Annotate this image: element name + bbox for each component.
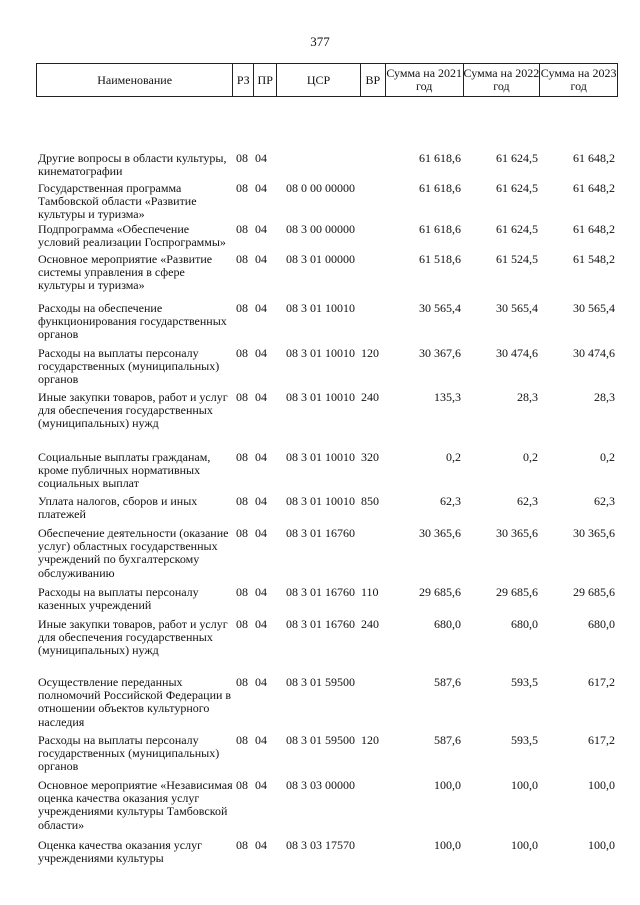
table-header <box>36 63 618 97</box>
row-vr <box>361 839 386 865</box>
row-sum-2022: 680,0 <box>511 617 538 631</box>
row-rz: 08 <box>236 151 248 165</box>
row-sum-2023: 680,0 <box>588 617 615 631</box>
row-csr: 08 3 01 10010 <box>286 346 355 360</box>
row-rz: 08 <box>236 450 248 464</box>
row-sum-2021: 61 618,6 <box>419 222 461 236</box>
row-sum-2022: 61 624,5 <box>496 222 538 236</box>
row-name: Обеспечение деятельности (оказание услуг) областных государственных учреждений по бухгалтерскому обслуживанию <box>38 526 229 580</box>
row-csr: 08 3 03 00000 <box>286 778 355 792</box>
row-name: Иные закупки товаров, работ и услуг для обеспечения государственных (муниципальных) нужд <box>38 390 228 431</box>
row-name: Уплата налогов, сборов и иных платежей <box>38 494 198 522</box>
header-sum-2021: Сумма на 2021 год <box>386 64 464 96</box>
row-sum-2022: 593,5 <box>511 733 538 747</box>
table-row <box>36 616 618 658</box>
row-rz: 08 <box>236 675 248 689</box>
row-sum-2023: 30 565,4 <box>573 301 615 315</box>
row-sum-2021: 30 565,4 <box>419 301 461 315</box>
budget-table <box>36 63 618 866</box>
row-csr: 08 3 01 10010 <box>286 494 355 508</box>
table-row <box>36 300 618 342</box>
row-csr: 08 0 00 00000 <box>286 181 355 195</box>
row-pr: 04 <box>255 585 267 599</box>
row-vr <box>361 182 386 222</box>
row-sum-2023: 30 474,6 <box>573 346 615 360</box>
row-vr <box>361 302 386 342</box>
row-name: Подпрограмма «Обеспечение условий реализации Госпрограммы» <box>38 222 226 250</box>
row-name: Государственная программа Тамбовской области «Развитие культуры и туризма» <box>38 181 197 222</box>
row-name: Основное мероприятие «Независимая оценка качества оказания услуг учреждениями культуры Тамбовской области» <box>38 778 233 832</box>
row-name: Расходы на выплаты персоналу государственных (муниципальных) органов <box>38 733 220 774</box>
row-vr <box>361 676 386 729</box>
row-sum-2021: 0,2 <box>446 450 461 464</box>
row-name: Основное мероприятие «Развитие системы управления в сфере культуры и туризма» <box>38 252 213 293</box>
table-row <box>36 180 618 222</box>
row-sum-2021: 100,0 <box>434 778 461 792</box>
row-sum-2022: 61 624,5 <box>496 151 538 165</box>
row-sum-2023: 62,3 <box>594 494 615 508</box>
row-sum-2023: 100,0 <box>588 778 615 792</box>
row-sum-2022: 100,0 <box>511 778 538 792</box>
row-rz: 08 <box>236 585 248 599</box>
row-rz: 08 <box>236 838 248 852</box>
row-name: Социальные выплаты гражданам, кроме публичных нормативных социальных выплат <box>38 450 211 491</box>
row-vr <box>361 253 386 293</box>
page-number: 377 <box>310 34 330 49</box>
row-pr: 04 <box>255 450 267 464</box>
row-csr: 08 3 01 00000 <box>286 252 355 266</box>
table-row <box>36 837 618 865</box>
table-row <box>36 251 618 293</box>
row-rz: 08 <box>236 181 248 195</box>
row-sum-2023: 617,2 <box>588 675 615 689</box>
row-sum-2023: 28,3 <box>594 390 615 404</box>
table-row <box>36 584 618 612</box>
row-csr: 08 3 01 10010 <box>286 301 355 315</box>
header-csr: ЦСР <box>277 64 361 96</box>
table-row <box>36 389 618 431</box>
row-sum-2023: 61 548,2 <box>573 252 615 266</box>
row-csr: 08 3 01 16760 <box>286 585 355 599</box>
row-rz: 08 <box>236 526 248 540</box>
header-name: Наименование <box>37 64 233 96</box>
row-vr <box>361 779 386 832</box>
row-vr: 120 <box>361 733 379 747</box>
row-sum-2021: 100,0 <box>434 838 461 852</box>
row-sum-2022: 62,3 <box>517 494 538 508</box>
row-csr: 08 3 01 59500 <box>286 733 355 747</box>
table-row <box>36 674 618 729</box>
row-sum-2022: 29 685,6 <box>496 585 538 599</box>
row-csr: 08 3 03 17570 <box>286 838 355 852</box>
table-row <box>36 221 618 249</box>
row-vr: 850 <box>361 494 379 508</box>
row-pr: 04 <box>255 733 267 747</box>
row-vr: 120 <box>361 346 379 360</box>
row-vr: 240 <box>361 617 379 631</box>
row-sum-2022: 0,2 <box>523 450 538 464</box>
row-sum-2022: 28,3 <box>517 390 538 404</box>
row-csr: 08 3 01 16760 <box>286 617 355 631</box>
table-row <box>36 345 618 387</box>
row-sum-2022: 61 624,5 <box>496 181 538 195</box>
row-sum-2021: 587,6 <box>434 733 461 747</box>
row-vr <box>361 152 386 178</box>
header-sum-2023: Сумма на 2023 год <box>540 66 617 93</box>
row-sum-2022: 100,0 <box>511 838 538 852</box>
row-pr: 04 <box>255 617 267 631</box>
row-sum-2021: 30 367,6 <box>419 346 461 360</box>
row-sum-2021: 61 618,6 <box>419 151 461 165</box>
row-sum-2021: 61 518,6 <box>419 252 461 266</box>
row-rz: 08 <box>236 778 248 792</box>
row-name: Осуществление переданных полномочий Российской Федерации в отношении объектов культурного наследия <box>38 675 232 729</box>
row-sum-2023: 61 648,2 <box>573 151 615 165</box>
row-csr: 08 3 00 00000 <box>286 222 355 236</box>
row-sum-2023: 0,2 <box>600 450 615 464</box>
row-sum-2022: 61 524,5 <box>496 252 538 266</box>
row-pr: 04 <box>255 838 267 852</box>
header-rz: РЗ <box>233 64 254 96</box>
table-row <box>36 449 618 491</box>
row-pr: 04 <box>255 252 267 266</box>
row-sum-2021: 135,3 <box>434 390 461 404</box>
row-vr: 320 <box>361 450 379 464</box>
row-name: Оценка качества оказания услуг учреждениями культуры <box>38 838 203 866</box>
row-sum-2021: 587,6 <box>434 675 461 689</box>
row-rz: 08 <box>236 346 248 360</box>
row-sum-2021: 29 685,6 <box>419 585 461 599</box>
row-rz: 08 <box>236 390 248 404</box>
row-sum-2022: 30 365,6 <box>496 526 538 540</box>
header-sum-2022: Сумма на 2022 год <box>464 64 541 96</box>
row-sum-2022: 30 565,4 <box>496 301 538 315</box>
row-pr: 04 <box>255 778 267 792</box>
row-rz: 08 <box>236 733 248 747</box>
header-vr: ВР <box>361 64 386 96</box>
row-pr: 04 <box>255 494 267 508</box>
row-pr: 04 <box>255 390 267 404</box>
row-pr: 04 <box>255 151 267 165</box>
row-name: Расходы на выплаты персоналу государственных (муниципальных) органов <box>38 346 220 387</box>
row-pr: 04 <box>255 181 267 195</box>
row-csr: 08 3 01 16760 <box>286 526 355 540</box>
row-csr: 08 3 01 59500 <box>286 675 355 689</box>
row-name: Расходы на обеспечение функционирования государственных органов <box>38 301 227 342</box>
row-pr: 04 <box>255 301 267 315</box>
row-vr <box>361 527 386 580</box>
row-rz: 08 <box>236 252 248 266</box>
row-sum-2021: 30 365,6 <box>419 526 461 540</box>
row-sum-2021: 61 618,6 <box>419 181 461 195</box>
row-pr: 04 <box>255 675 267 689</box>
row-name: Другие вопросы в области культуры, кинематографии <box>38 151 227 179</box>
row-vr: 110 <box>361 585 379 599</box>
row-sum-2022: 593,5 <box>511 675 538 689</box>
row-csr <box>277 152 361 178</box>
row-sum-2022: 30 474,6 <box>496 346 538 360</box>
row-csr: 08 3 01 10010 <box>286 450 355 464</box>
row-sum-2021: 62,3 <box>440 494 461 508</box>
row-rz: 08 <box>236 494 248 508</box>
row-sum-2023: 29 685,6 <box>573 585 615 599</box>
row-sum-2023: 61 648,2 <box>573 181 615 195</box>
row-vr <box>361 223 386 249</box>
table-row <box>36 493 618 521</box>
row-rz: 08 <box>236 617 248 631</box>
row-pr: 04 <box>255 526 267 540</box>
row-sum-2023: 30 365,6 <box>573 526 615 540</box>
row-pr: 04 <box>255 222 267 236</box>
row-rz: 08 <box>236 301 248 315</box>
row-sum-2023: 100,0 <box>588 838 615 852</box>
table-row <box>36 777 618 832</box>
row-vr: 240 <box>361 390 379 404</box>
row-name: Иные закупки товаров, работ и услуг для обеспечения государственных (муниципальных) нужд <box>38 617 228 658</box>
row-name: Расходы на выплаты персоналу казенных учреждений <box>38 585 199 613</box>
table-row <box>36 732 618 774</box>
row-sum-2023: 617,2 <box>588 733 615 747</box>
table-row <box>36 525 618 580</box>
row-rz: 08 <box>236 222 248 236</box>
row-sum-2021: 680,0 <box>434 617 461 631</box>
row-csr: 08 3 01 10010 <box>286 390 355 404</box>
row-pr: 04 <box>255 346 267 360</box>
table-row <box>36 150 618 178</box>
row-sum-2023: 61 648,2 <box>573 222 615 236</box>
header-pr: ПР <box>254 64 277 96</box>
